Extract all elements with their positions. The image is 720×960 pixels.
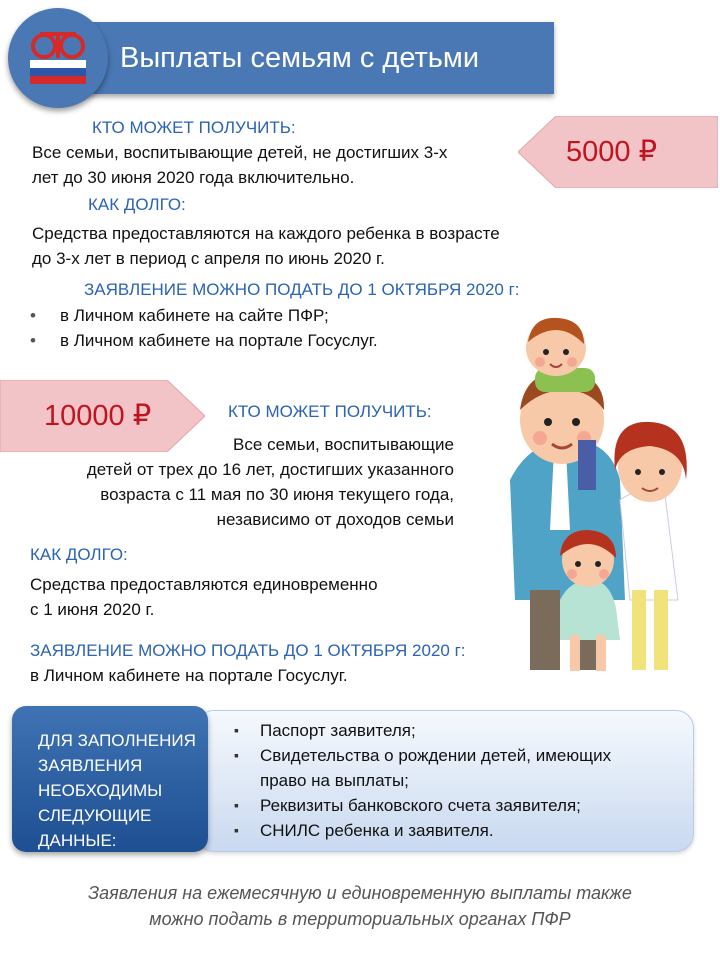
document-item-text: Реквизиты банковского счета заявителя; xyxy=(260,796,581,815)
amount-10000: 10000 ₽ xyxy=(44,400,152,432)
document-item-text: СНИЛС ребенка и заявителя. xyxy=(260,821,494,840)
section2-who-line: независимо от доходов семьи xyxy=(216,510,454,529)
list-item xyxy=(260,718,611,743)
section1-who-text xyxy=(32,140,447,190)
list-item xyxy=(260,818,611,843)
documents-list xyxy=(260,718,611,843)
documents-label-line: НЕОБХОДИМЫ xyxy=(38,781,163,800)
documents-label-line: СЛЕДУЮЩИЕ xyxy=(38,806,152,825)
list-item xyxy=(260,793,611,818)
list-item: • в Личном кабинете на сайте ПФР; xyxy=(60,303,378,328)
section1-who-line: лет до 30 июня 2020 года включительно. xyxy=(32,168,355,187)
section2-who-line: возраста с 11 мая по 30 июня текущего года, xyxy=(100,485,454,504)
section2-who-text xyxy=(20,432,454,532)
section2-how-long-line: Средства предоставляются единовременно xyxy=(30,575,378,594)
section1-how-long-text xyxy=(32,221,500,271)
footer-line: Заявления на ежемесячную и единовременную выплаты также xyxy=(88,883,632,903)
section2-who-line: Все семьи, воспитывающие xyxy=(233,435,454,454)
documents-label-line: ДЛЯ ЗАПОЛНЕНИЯ xyxy=(38,731,196,750)
footer-line: можно подать в территориальных органах ПФР xyxy=(149,909,571,929)
section1-how-long-line: Средства предоставляются на каждого ребенка в возрасте xyxy=(32,224,500,243)
section2-how-long-text xyxy=(30,572,378,622)
document-item-text: ▪ Свидетельства о рождении детей, имеющих xyxy=(260,746,612,765)
section1-how-long-heading: КАК ДОЛГО: xyxy=(88,195,186,214)
list-item: • в Личном кабинете на портале Госуслуг. xyxy=(60,328,378,353)
document-item-text: право на выплаты; xyxy=(260,771,409,790)
section2-apply-text: в Личном кабинете на портале Госуслуг. xyxy=(30,666,348,685)
amount-5000: 5000 ₽ xyxy=(566,136,658,168)
section1-who-line: Все семьи, воспитывающие детей, не достигших 3-х xyxy=(32,143,448,162)
section2-who-line: детей от трех до 16 лет, достигших указанного xyxy=(86,460,454,479)
document-item-text: Паспорт заявителя; xyxy=(260,721,416,740)
documents-label xyxy=(38,728,208,853)
documents-label-line: ДАННЫЕ: xyxy=(38,831,117,850)
list-item xyxy=(260,743,611,793)
family-illustration xyxy=(470,290,710,680)
section1-how-long-line: до 3-х лет в период с апреля по июнь 2020 г. xyxy=(32,249,385,268)
section2-how-long-line: с 1 июня 2020 г. xyxy=(30,600,155,619)
section1-who-heading: КТО МОЖЕТ ПОЛУЧИТЬ: xyxy=(92,118,296,137)
section2-apply-heading: ЗАЯВЛЕНИЕ МОЖНО ПОДАТЬ ДО 1 ОКТЯБРЯ 2020 г: xyxy=(30,641,466,660)
section1-apply-list xyxy=(60,303,378,353)
section1-apply-heading: ЗАЯВЛЕНИЕ МОЖНО ПОДАТЬ ДО 1 ОКТЯБРЯ 2020 г: xyxy=(84,280,520,299)
section2-how-long-heading: КАК ДОЛГО: xyxy=(30,545,128,564)
section2-who-heading: КТО МОЖЕТ ПОЛУЧИТЬ: xyxy=(228,402,432,421)
documents-label-line: ЗАЯВЛЕНИЯ xyxy=(38,756,143,775)
footer-note xyxy=(0,880,720,932)
page-title: Выплаты семьям с детьми xyxy=(120,42,480,74)
pfr-logo-icon xyxy=(8,8,108,108)
